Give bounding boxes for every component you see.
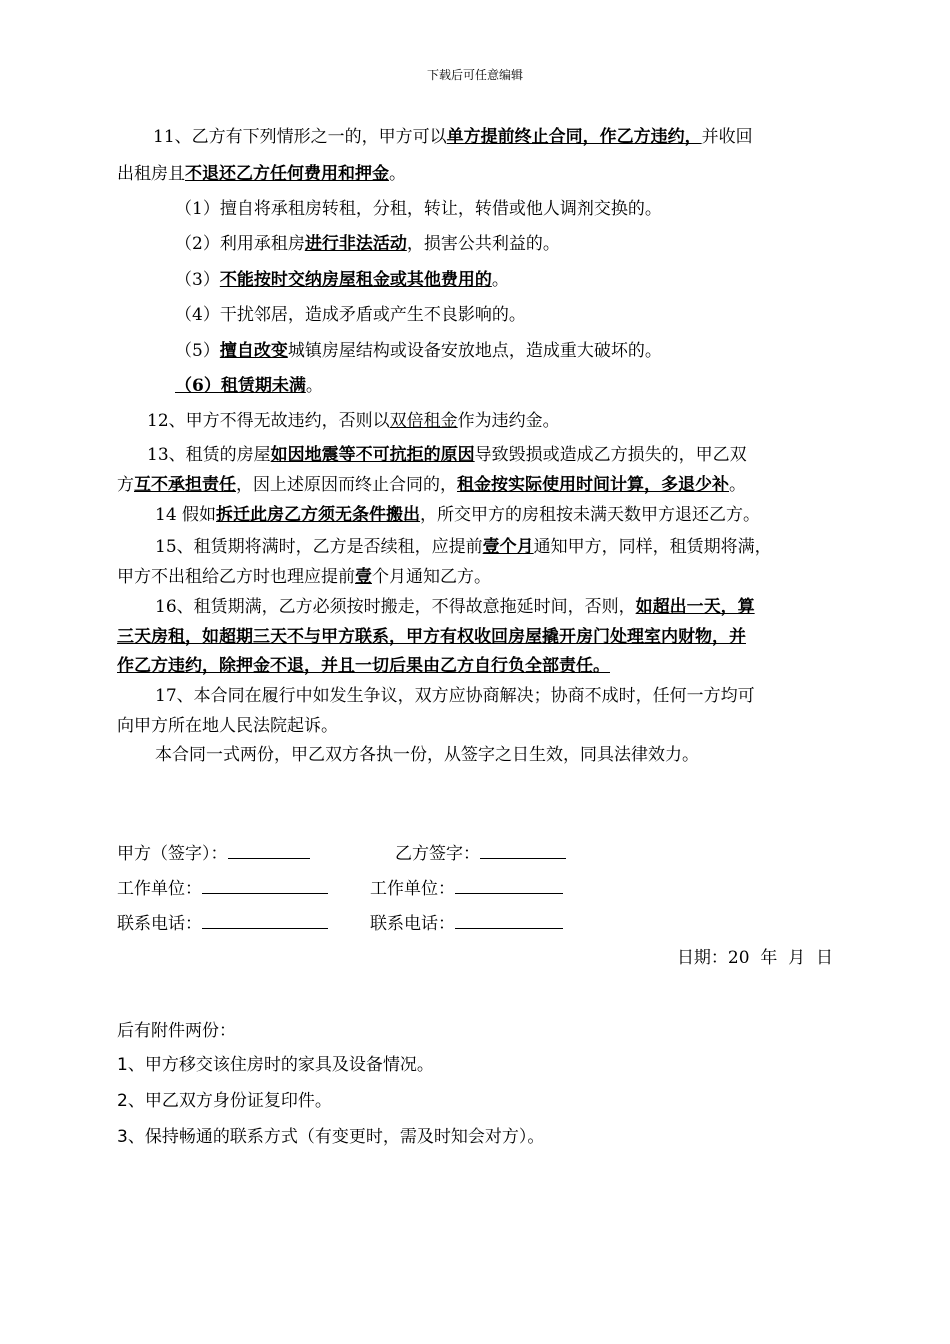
contract-date: 日期：20 年 月 日 — [676, 948, 833, 968]
party-a-phone-row — [117, 912, 328, 936]
item-6-emphasis: （6）租赁期未满 — [175, 376, 306, 396]
item-4: （4）干扰邻居，造成矛盾或产生不良影响的。 — [175, 305, 526, 325]
item-6-period: 。 — [305, 376, 323, 396]
clause-13-emphasis-2: 互不承担责任 — [134, 475, 236, 495]
party-b-signature-line[interactable] — [480, 844, 566, 859]
clause-14 — [117, 500, 833, 530]
clause-15-emphasis-2: 壹 — [355, 567, 372, 587]
attachment-item-1: 1、甲方移交该住房时的家具及设备情况。 — [117, 1055, 434, 1075]
clause-17-line-2: 向甲方所在地人民法院起诉。 — [117, 716, 338, 736]
party-b-work-unit-row — [370, 877, 563, 901]
party-a-phone-label: 联系电话： — [117, 914, 202, 934]
clause-11-line-2 — [117, 159, 833, 189]
party-b-signature-label: 乙方签字： — [395, 844, 480, 864]
clause-11-emphasis: 单方提前终止合同，作乙方违约， — [446, 127, 702, 147]
clause-15-emphasis: 壹个月 — [482, 537, 534, 557]
party-b-phone-line[interactable] — [455, 914, 563, 929]
item-5-num: （5） — [175, 341, 220, 361]
clause-17-line-1 — [117, 681, 833, 711]
party-a-work-unit-label: 工作单位： — [117, 879, 202, 899]
item-5 — [175, 336, 891, 366]
clause-11-text-cont: 出租房且 — [117, 164, 185, 184]
item-3-num: （3） — [175, 270, 220, 290]
party-b-phone-label: 联系电话： — [370, 914, 455, 934]
item-1: （1）擅自将承租房转租，分租，转让，转借或他人调剂交换的。 — [175, 199, 662, 219]
attachment-item-2: 2、甲乙双方身份证复印件。 — [117, 1091, 332, 1111]
clause-13-text: 13、租赁的房屋 — [147, 445, 271, 465]
party-b-signature-row — [395, 842, 566, 866]
attachments-title: 后有附件两份： — [117, 1021, 236, 1041]
item-2 — [175, 229, 891, 259]
item-3-emphasis: 不能按时交纳房屋租金或其他费用的 — [219, 270, 492, 290]
final-statement — [117, 740, 833, 770]
clause-16-line-1 — [117, 592, 833, 622]
party-a-work-unit-row — [117, 877, 328, 901]
clause-14-emphasis: 拆迁此房乙方须无条件搬出 — [216, 505, 421, 525]
attachment-item-3: 3、保持畅通的联系方式（有变更时，需及时知会对方）。 — [117, 1127, 545, 1147]
item-2-emphasis: 进行非法活动 — [304, 234, 407, 254]
item-3-period: 。 — [491, 270, 509, 290]
item-5-emphasis: 擅自改变 — [219, 341, 288, 361]
party-b-phone-row — [370, 912, 563, 936]
clause-13-emphasis-3: 租金按实际使用时间计算，多退少补 — [457, 475, 729, 495]
clause-13-line-1 — [117, 440, 833, 470]
party-b-work-unit-line[interactable] — [455, 879, 563, 894]
party-a-signature-line[interactable] — [228, 844, 310, 859]
page-header: 下载后可任意编辑 — [426, 68, 523, 82]
item-6 — [175, 371, 891, 401]
clause-11-emphasis-2: 不退还乙方任何费用和押金 — [185, 164, 389, 184]
clause-13-text-4: ，因上述原因而终止合同的， — [236, 475, 457, 495]
clause-16-line-2: 三天房租，如超期三天不与甲方联系，甲方有权收回房屋撬开房门处理室内财物，并 — [117, 627, 746, 647]
party-a-phone-line[interactable] — [202, 914, 328, 929]
clause-15-text-4: 个月通知乙方。 — [372, 567, 491, 587]
item-5-text: 城镇房屋结构或设备安放地点，造成重大破坏的。 — [287, 341, 662, 361]
clause-16-emphasis: 如超出一天，算 — [635, 597, 755, 617]
clause-16-line-3: 作乙方违约，除押金不退，并且一切后果由乙方自行负全部责任。 — [117, 656, 610, 676]
clause-11-text-end: 并收回 — [701, 127, 753, 147]
clause-12-text: 12、甲方不得无故违约，否则以 — [147, 411, 390, 431]
clause-13-line-2 — [117, 470, 833, 500]
clause-15-text-2: 通知甲方，同样，租赁期将满， — [533, 537, 772, 557]
clause-17-text: 17、本合同在履行中如发生争议，双方应协商解决；协商不成时，任何一方均可 — [155, 686, 755, 706]
clause-15-line-1 — [117, 532, 833, 562]
clause-11-line-1 — [117, 122, 833, 152]
clause-15-line-2 — [117, 562, 833, 592]
clause-13-text-2: 导致毁损或造成乙方损失的，甲乙双 — [474, 445, 747, 465]
party-a-work-unit-line[interactable] — [202, 879, 328, 894]
clause-14-text: 14 假如 — [155, 505, 217, 525]
clause-12 — [117, 406, 833, 436]
party-a-signature-label: 甲方（签字）： — [117, 844, 228, 864]
clause-15-text: 15、租赁期将满时，乙方是否续租，应提前 — [155, 537, 483, 557]
clause-12-emphasis: 双倍租金 — [389, 411, 458, 431]
item-2-text-end: ，损害公共利益的。 — [406, 234, 560, 254]
clause-15-text-3: 甲方不出租给乙方时也理应提前 — [117, 567, 355, 587]
clause-14-text-end: ，所交甲方的房租按未满天数甲方退还乙方。 — [420, 505, 761, 525]
party-a-signature-row — [117, 842, 310, 866]
clause-11-text: 11、乙方有下列情形之一的，甲方可以 — [153, 127, 447, 147]
clause-12-text-end: 作为违约金。 — [457, 411, 560, 431]
final-statement-text: 本合同一式两份，甲乙双方各执一份，从签字之日生效，同具法律效力。 — [155, 745, 699, 765]
party-b-work-unit-label: 工作单位： — [370, 879, 455, 899]
item-2-text: （2）利用承租房 — [175, 234, 305, 254]
clause-13-period: 。 — [729, 475, 746, 495]
item-3 — [175, 265, 891, 295]
clause-16-text: 16、租赁期满，乙方必须按时搬走，不得故意拖延时间，否则， — [155, 597, 636, 617]
clause-11-period: 。 — [389, 164, 406, 184]
clause-13-emphasis: 如因地震等不可抗拒的原因 — [270, 445, 475, 465]
clause-13-text-3: 方 — [117, 475, 134, 495]
